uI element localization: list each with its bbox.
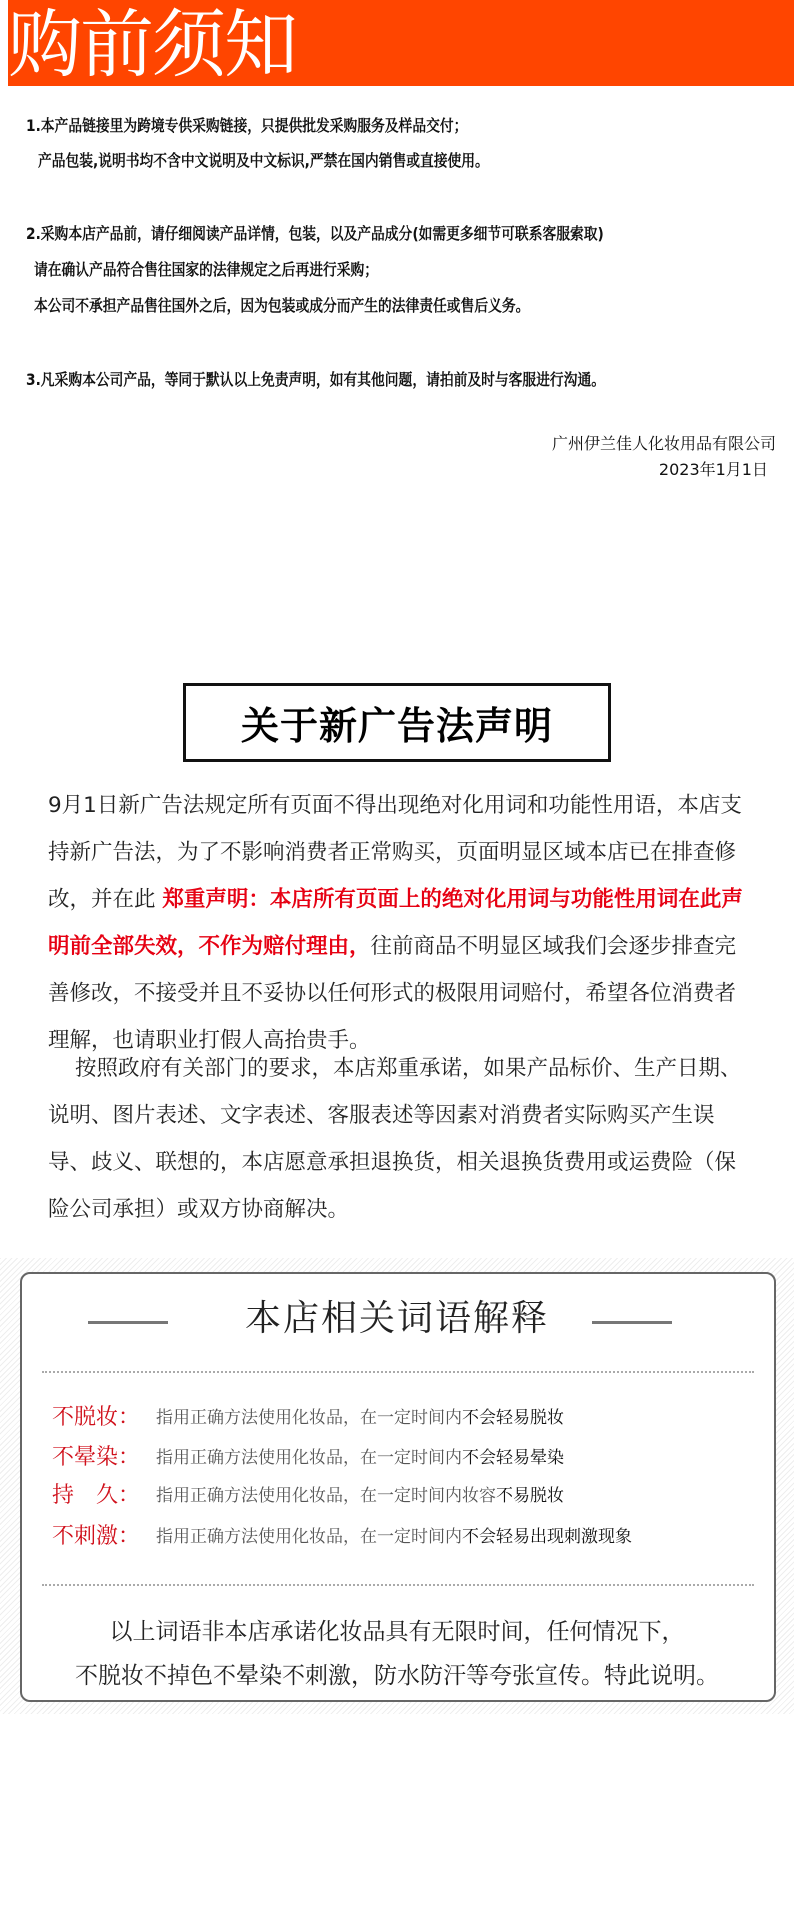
ad-law-title: 关于新广告法声明 xyxy=(240,704,553,748)
term-description: 指用正确方法使用化妆品，在一定时间内妆容不易脱妆 xyxy=(156,1485,564,1506)
glossary-term-row xyxy=(52,1479,564,1507)
glossary-term-row xyxy=(52,1441,564,1469)
ad-law-solemn-declaration: 郑重声明：本店所有页面上的绝对化用词与功能性用词在此声明前全部失效，不作为赔付理由， xyxy=(48,887,743,959)
company-name: 广州伊兰佳人化妆用品有限公司 xyxy=(551,434,776,453)
notice-item-2-line-3: 本公司不承担产品售往国外之后，因为包装或成分而产生的法律责任或售后义务。 xyxy=(34,296,530,315)
term-label: 持 久： xyxy=(52,1482,141,1508)
glossary-disclaimer-line-1: 以上词语非本店承诺化妆品具有无限时间，任何情况下， xyxy=(109,1619,685,1645)
term-label: 不晕染： xyxy=(52,1444,141,1470)
term-label: 不刺激： xyxy=(52,1523,141,1549)
notice-item-1-line-1: 1.本产品链接里为跨境专供采购链接，只提供批发采购服务及样品交付； xyxy=(26,116,468,135)
ad-law-paragraph-2: 按照政府有关部门的要求，本店郑重承诺，如果产品标价、生产日期、说明、图片表述、文字表述、客服表述等因素对消费者实际购买产生误导、歧义、联想的，本店愿意承担退换货，相关退换货费用或运费险（保险公司承担）或双方协商解决。 xyxy=(48,1056,742,1222)
dotted-divider-bottom xyxy=(42,1584,754,1586)
ad-law-paragraph-1 xyxy=(48,782,756,1064)
banner-title: 购前须知 xyxy=(8,2,296,88)
glossary-title: 本店相关词语解释 xyxy=(244,1298,549,1339)
term-description: 指用正确方法使用化妆品，在一定时间内不会轻易出现刺激现象 xyxy=(156,1526,632,1547)
glossary-term-row xyxy=(52,1520,632,1548)
term-label: 不脱妆： xyxy=(52,1404,141,1430)
dotted-divider-top xyxy=(42,1371,754,1373)
ad-law-heading-box xyxy=(183,683,611,762)
glossary-disclaimer-line-2: 不脱妆不掉色不晕染不刺激，防水防汗等夸张宣传。特此说明。 xyxy=(75,1663,719,1689)
glossary-term-row xyxy=(52,1401,564,1429)
term-description: 指用正确方法使用化妆品，在一定时间内不会轻易脱妆 xyxy=(156,1407,564,1428)
notice-item-2-line-1: 2.采购本店产品前，请仔细阅读产品详情，包装，以及产品成分(如需更多细节可联系客服索取) xyxy=(26,224,604,243)
notice-item-1-line-2: 产品包装,说明书均不含中文说明及中文标识,严禁在国内销售或直接使用。 xyxy=(38,151,489,170)
ad-law-text-intro: 9月1日新广告法规定所有页面不得出现绝对化用词和功能性用语，本店支持新广告法，为了不影响消费者正常购买，页面明显区域本店已在排查修改，并在此 xyxy=(48,793,742,912)
notice-item-3-line-1: 3.凡采购本公司产品，等同于默认以上免责声明，如有其他问题，请拍前及时与客服进行沟通。 xyxy=(26,370,605,389)
notice-date: 2023年1月1日 xyxy=(658,460,768,479)
term-description: 指用正确方法使用化妆品，在一定时间内不会轻易晕染 xyxy=(156,1447,564,1468)
notice-item-2-line-2: 请在确认产品符合售往国家的法律规定之后再进行采购； xyxy=(34,260,379,279)
ad-law-text-outro: 往前商品不明显区域我们会逐步排查完善修改，不接受并且不妥协以任何形式的极限用词赔付，希望各位消费者理解，也请职业打假人高抬贵手。 xyxy=(48,934,737,1053)
